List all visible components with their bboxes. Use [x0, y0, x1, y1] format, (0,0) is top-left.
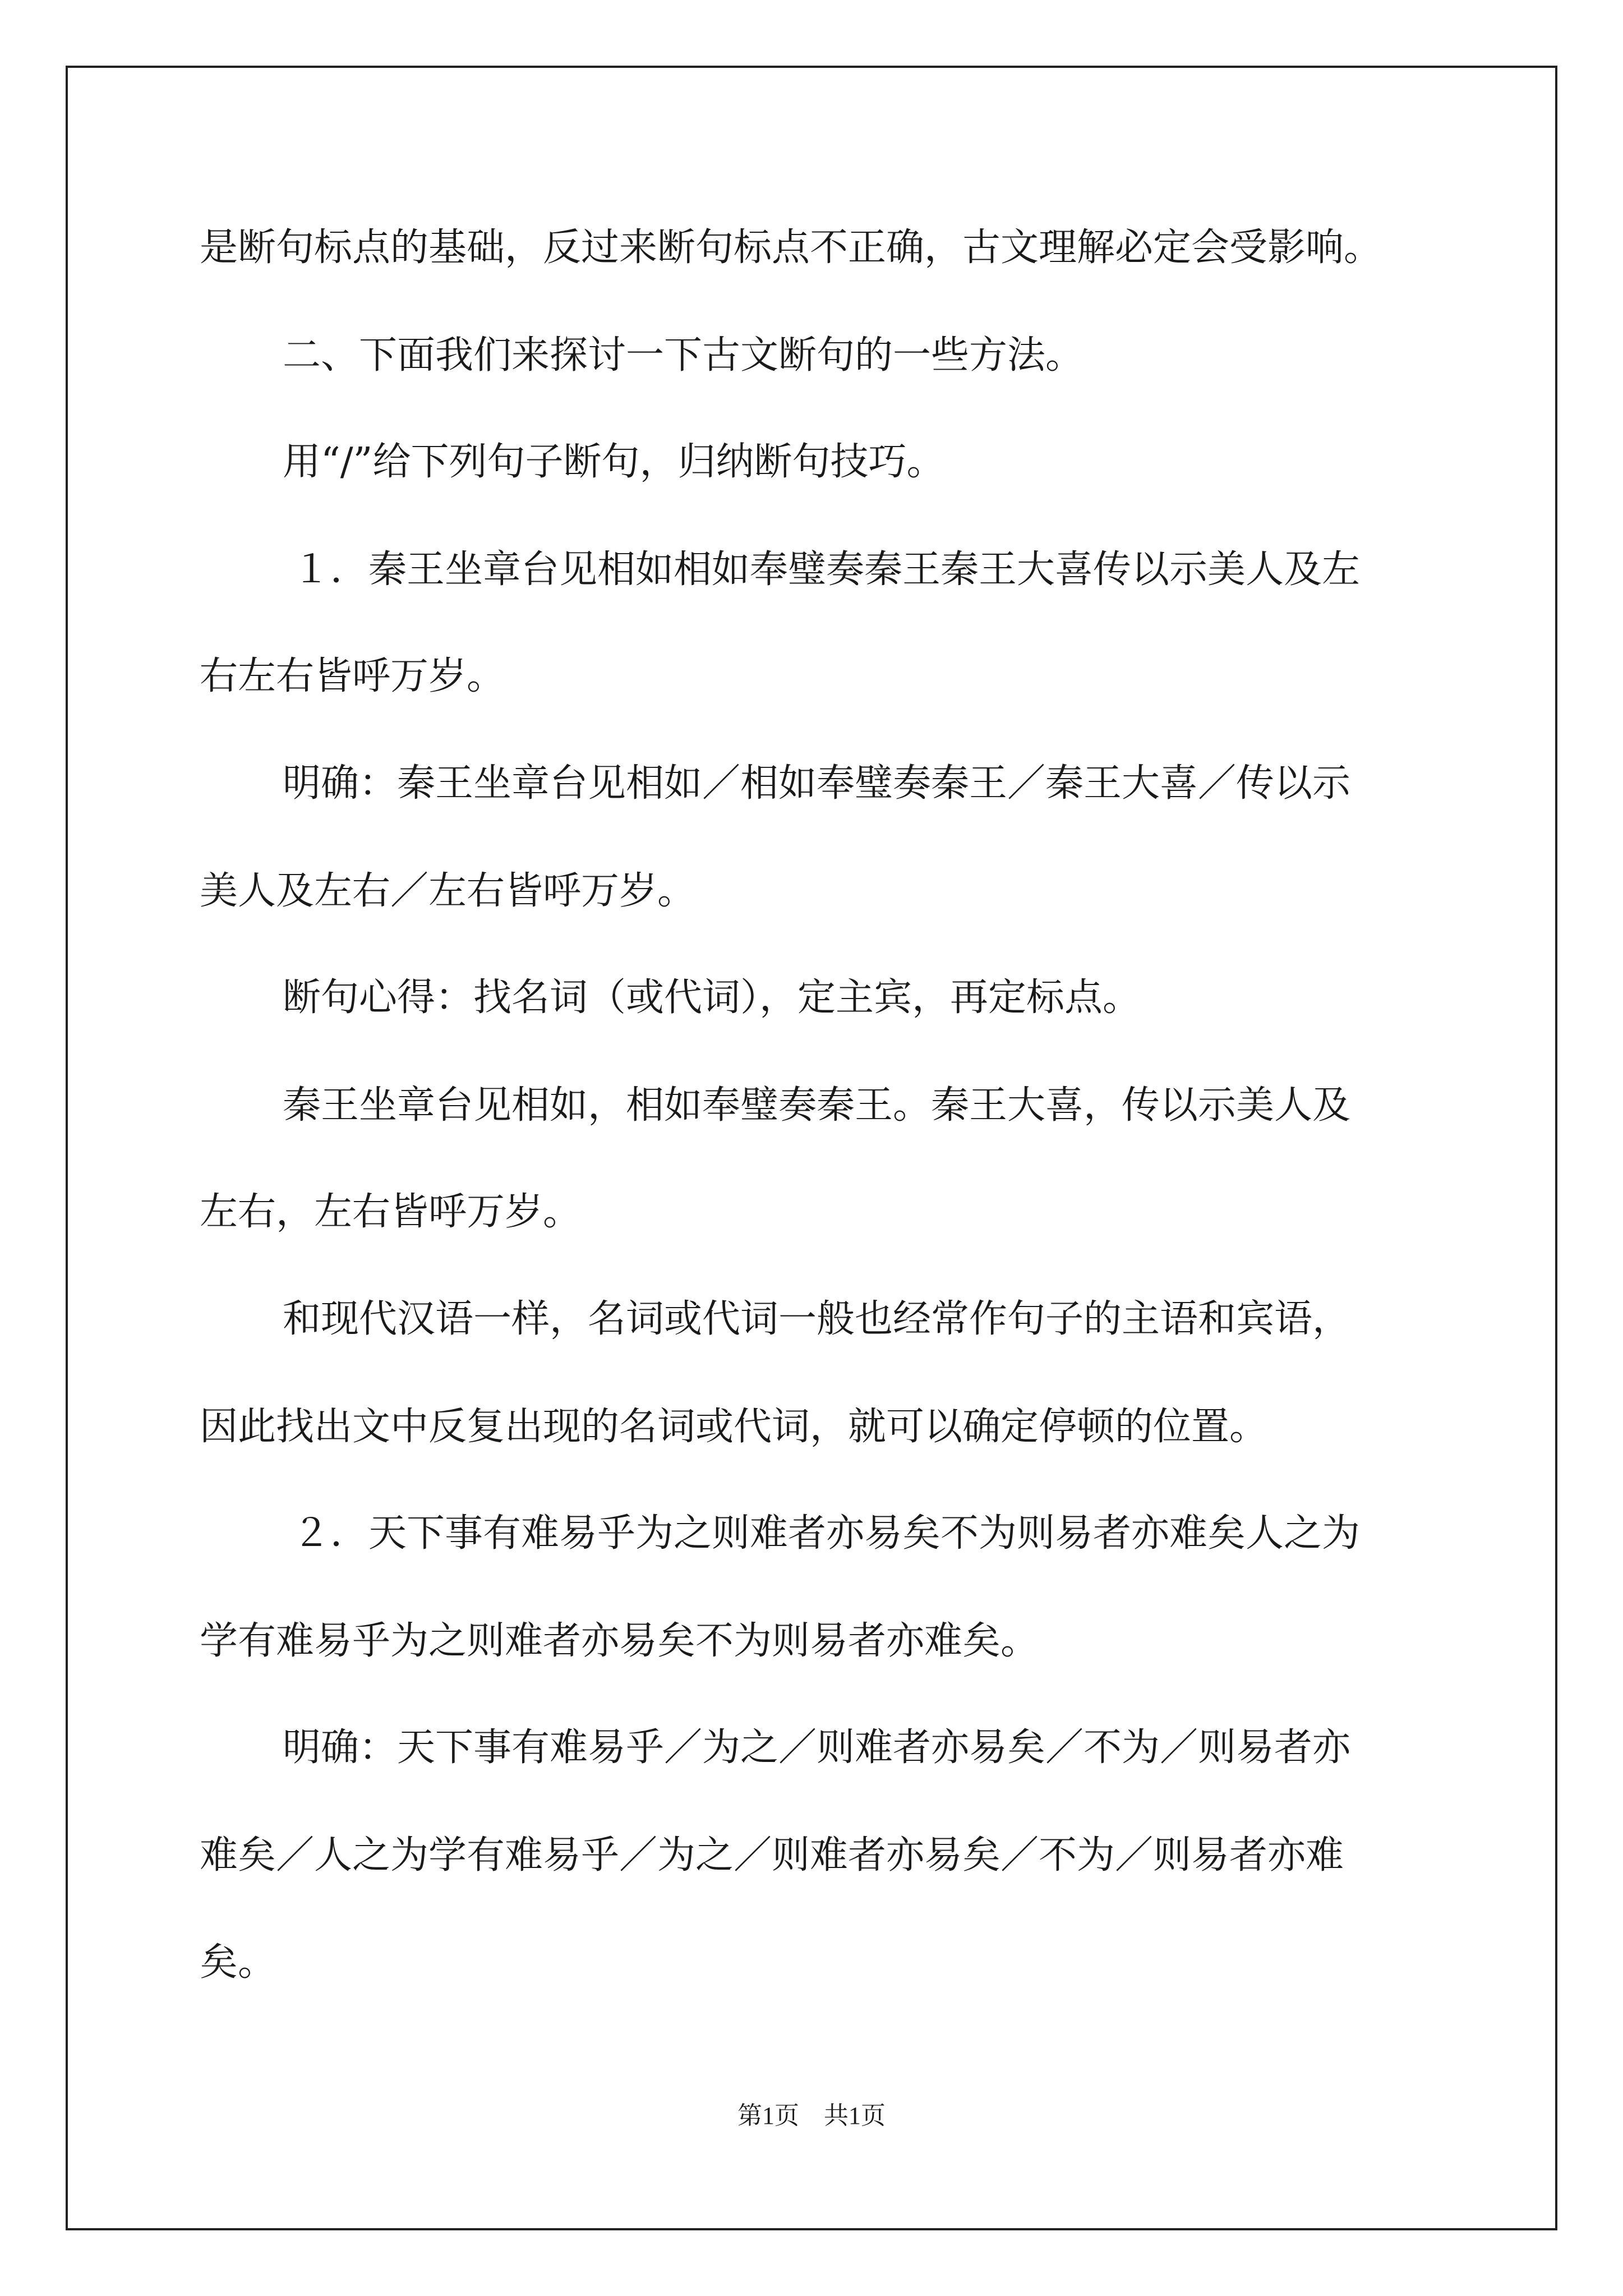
paragraph-line: 和现代汉语一样，名词或代词一般也经常作句子的主语和宾语， [283, 1297, 1351, 1341]
paragraph-line: 二、下面我们来探讨一下古文断句的一些方法。 [283, 333, 1084, 378]
paragraph-line: 难矣／人之为学有难易乎／为之／则难者亦易矣／不为／则易者亦难 [200, 1833, 1344, 1878]
paragraph-line: 明确：秦王坐章台见相如／相如奉璧奏秦王／秦王大喜／传以示 [283, 761, 1351, 806]
paragraph-line: 明确：天下事有难易乎／为之／则难者亦易矣／不为／则易者亦 [283, 1726, 1351, 1770]
paragraph-line: 右左右皆呼万岁。 [200, 654, 505, 698]
paragraph-line: 美人及左右／左右皆呼万岁。 [200, 869, 696, 913]
paragraph-line: 用“/”给下列句子断句，归纳断句技巧。 [283, 440, 945, 484]
paragraph-line: 秦王坐章台见相如，相如奉璧奏秦王。秦王大喜，传以示美人及 [283, 1083, 1351, 1128]
paragraph-line: 左右，左右皆呼万岁。 [200, 1190, 582, 1234]
paragraph-line: １．秦王坐章台见相如相如奉璧奏秦王秦王大喜传以示美人及左 [292, 547, 1361, 592]
page-footer: 第1页 共1页 [737, 2102, 886, 2129]
paragraph-line: 因此找出文中反复出现的名词或代词，就可以确定停顿的位置。 [200, 1405, 1268, 1449]
page-border [66, 66, 1557, 2230]
paragraph-line: ２．天下事有难易乎为之则难者亦易矣不为则易者亦难矣人之为 [292, 1511, 1361, 1556]
paragraph-line: 学有难易乎为之则难者亦易矣不为则易者亦难矣。 [200, 1619, 1039, 1663]
paragraph-line: 断句心得：找名词（或代词），定主宾，再定标点。 [283, 976, 1141, 1020]
paragraph-line: 矣。 [200, 1940, 276, 1985]
paragraph-line: 是断句标点的基础，反过来断句标点不正确，古文理解必定会受影响。 [200, 226, 1382, 270]
